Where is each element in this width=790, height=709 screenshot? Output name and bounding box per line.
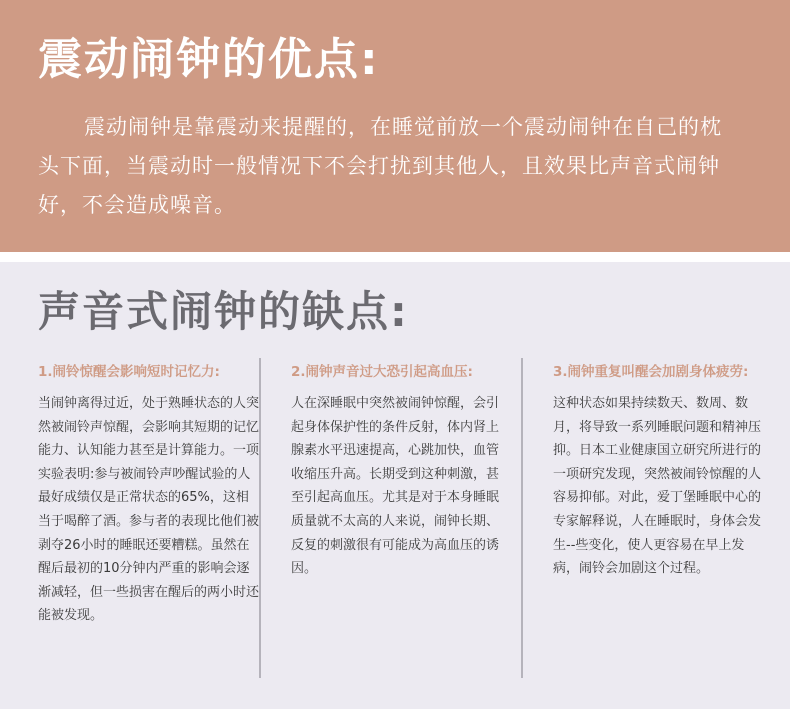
advantages-title: 震动闹钟的优点: (38, 34, 380, 85)
disadvantage-title-2: 2.闹钟声音过大恐引起高血压: (291, 364, 473, 380)
disadvantages-title: 声音式闹钟的缺点: (38, 287, 409, 336)
disadvantage-title-3: 3.闹钟重复叫醒会加剧身体疲劳: (553, 364, 749, 380)
disadvantage-text-1: 当闹钟离得过近，处于熟睡状态的人突然被闹铃声惊醒，会影响其短期的记忆能力、认知能力甚至是计算能力。一项实验表明:参与被闹铃声吵醒试验的人最好成绩仅是正常状态的65%，这相当于喝醉了酒。参与者的表现比他们被剥夺26小时的睡眠还要糟糕。虽然在醒后最初的10分钟内严重的影响会逐渐减轻，但一些损害在醒后的两小时还能被发现。 (38, 396, 260, 624)
disadvantage-text-2: 人在深睡眠中突然被闹钟惊醒，会引起身体保护性的条件反射，体内肾上腺素水平迅速提高，心跳加快，血管收缩压升高。长期受到这种刺激，甚至引起高血压。尤其是对于本身睡眠质量就不太高的人来说，闹钟长期、反复的刺激很有可能成为高血压的诱因。 (291, 396, 500, 577)
advantages-text: 震动闹钟是靠震动来提醒的，在睡觉前放一个震动闹钟在自己的枕头下面，当震动时一般情况下不会打扰到其他人，且效果比声音式闹钟好，不会造成噪音。 (38, 115, 722, 217)
column-divider (259, 358, 261, 678)
disadvantages-section (0, 262, 790, 709)
disadvantage-column-2 (291, 362, 505, 581)
advantages-section (0, 0, 790, 252)
disadvantage-text-3: 这种状态如果持续数天、数周、数月，将导致一系列睡眠问题和精神压抑。日本工业健康国立研究所进行的一项研究发现，突然被闹铃惊醒的人容易抑郁。对此，爱丁堡睡眠中心的专家解释说，人在睡眠时，身体会发生--些变化，使人更容易在早上发病，闹铃会加剧这个过程。 (553, 396, 762, 577)
disadvantage-column-3 (553, 362, 765, 581)
column-divider (521, 358, 523, 678)
advantages-body (38, 108, 738, 225)
disadvantage-column-1 (38, 362, 260, 628)
disadvantage-title-1: 1.闹铃惊醒会影响短时记忆力: (38, 364, 220, 380)
